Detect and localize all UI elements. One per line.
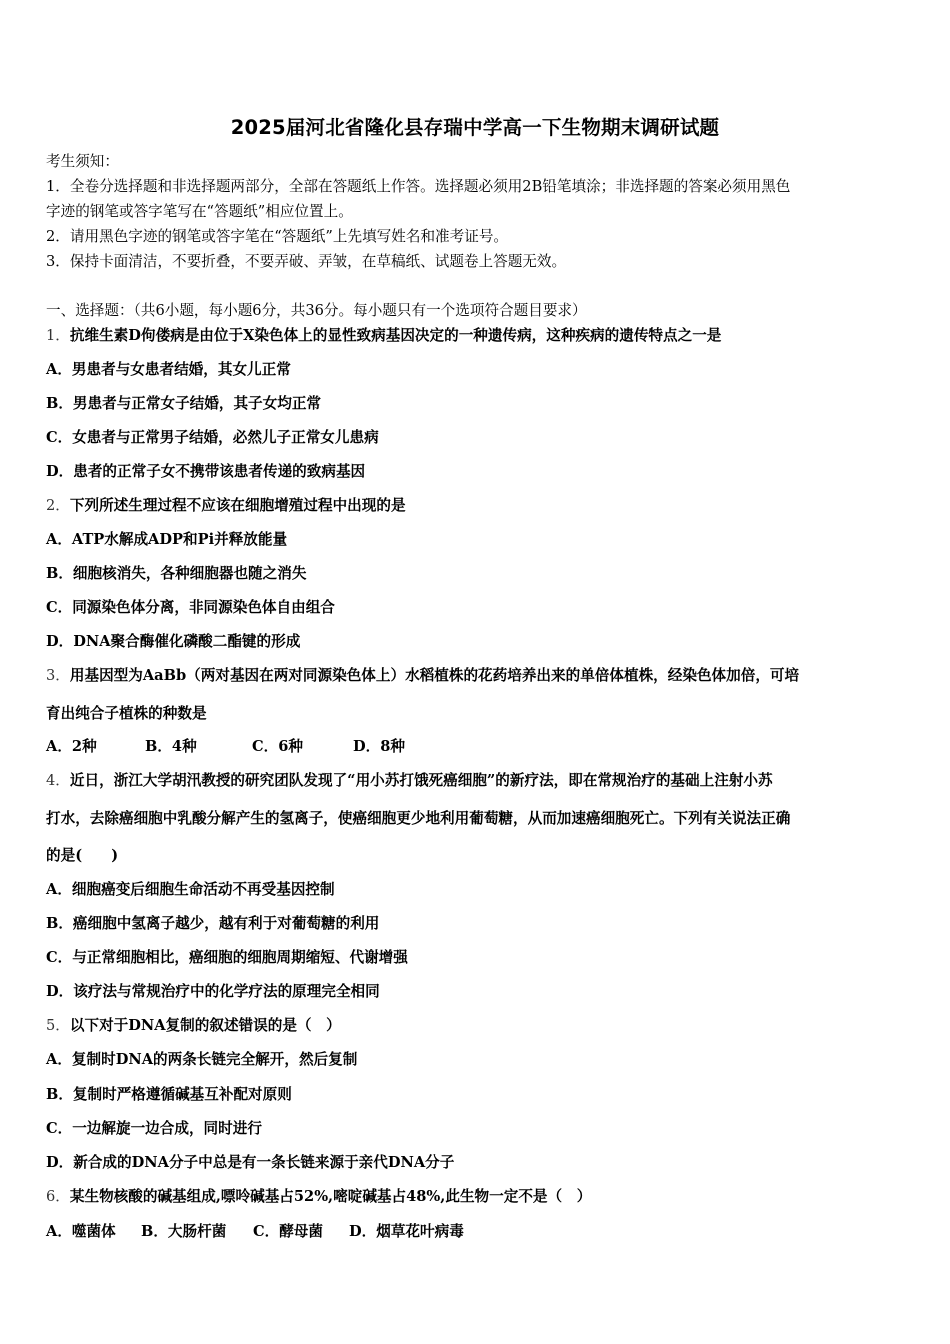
question-number: 2． xyxy=(46,497,70,514)
question-1-stem xyxy=(46,327,721,345)
q2-option-c: C．同源染色体分离，非同源染色体自由组合 xyxy=(46,599,335,616)
page-title: 2025届河北省隆化县存瑞中学高一下生物期末调研试题 xyxy=(230,116,720,139)
question-number: 3． xyxy=(46,667,70,684)
q6-option-b: B．大肠杆菌 xyxy=(141,1223,227,1240)
section-heading: 一、选择题：（共6小题，每小题6分，共36分。每小题只有一个选项符合题目要求） xyxy=(46,302,587,319)
question-text: 下列所述生理过程不应该在细胞增殖过程中出现的是 xyxy=(69,497,406,514)
notice-item-1a: 1．全卷分选择题和非选择题两部分，全部在答题纸上作答。选择题必须用2B铅笔填涂；非选择题的答案必须用黑色 xyxy=(46,178,791,195)
q1-option-a: A．男患者与女患者结婚，其女儿正常 xyxy=(46,361,291,378)
question-text: 抗维生素D佝偻病是由位于X染色体上的显性致病基因决定的一种遗传病，这种疾病的遗传特点之一是 xyxy=(69,327,722,344)
q4-option-b: B．癌细胞中氢离子越少，越有利于对葡萄糖的利用 xyxy=(46,915,380,932)
q3-option-b: B．4种 xyxy=(145,738,197,755)
q5-option-d: D．新合成的DNA分子中总是有一条长链来源于亲代DNA分子 xyxy=(46,1154,455,1171)
q1-option-c: C．女患者与正常男子结婚，必然儿子正常女儿患病 xyxy=(46,429,379,446)
question-2-stem xyxy=(46,497,406,515)
question-6-stem xyxy=(46,1188,591,1206)
question-4-stem-a xyxy=(46,772,773,790)
question-text: 以下对于DNA复制的叙述错误的是（ ） xyxy=(69,1017,341,1034)
notice-item-1b: 字迹的钢笔或答字笔写在“答题纸”相应位置上。 xyxy=(46,203,353,220)
question-number: 4． xyxy=(46,772,70,789)
q6-option-c: C．酵母菌 xyxy=(253,1223,323,1240)
q2-option-b: B．细胞核消失，各种细胞器也随之消失 xyxy=(46,565,307,582)
q4-option-a: A．细胞癌变后细胞生命活动不再受基因控制 xyxy=(46,881,335,898)
question-3-stem-b: 育出纯合子植株的种数是 xyxy=(46,705,207,722)
q2-option-a: A．ATP水解成ADP和Pi并释放能量 xyxy=(46,531,288,548)
notice-item-2: 2．请用黑色字迹的钢笔或答字笔在“答题纸”上先填写姓名和准考证号。 xyxy=(46,228,509,245)
q5-option-a: A．复制时DNA的两条长链完全解开，然后复制 xyxy=(46,1051,358,1068)
q2-option-d: D．DNA聚合酶催化磷酸二酯键的形成 xyxy=(46,633,301,650)
q4-option-c: C．与正常细胞相比，癌细胞的细胞周期缩短、代谢增强 xyxy=(46,949,408,966)
q4-option-d: D．该疗法与常规治疗中的化学疗法的原理完全相同 xyxy=(46,983,380,1000)
notice-item-3: 3．保持卡面清洁，不要折叠，不要弄破、弄皱，在草稿纸、试题卷上答题无效。 xyxy=(46,253,567,270)
question-3-stem-a xyxy=(46,667,799,685)
question-4-stem-b: 打水，去除癌细胞中乳酸分解产生的氢离子，使癌细胞更少地利用葡萄糖，从而加速癌细胞死亡。下列有关说法正确 xyxy=(46,810,791,827)
q6-options xyxy=(46,1223,464,1241)
q3-options xyxy=(46,738,405,756)
question-5-stem xyxy=(46,1017,341,1035)
question-number: 6． xyxy=(46,1188,70,1205)
q3-option-c: C．6种 xyxy=(252,738,303,755)
question-text: 近日，浙江大学胡汛教授的研究团队发现了“用小苏打饿死癌细胞”的新疗法，即在常规治疗的基础上注射小苏 xyxy=(69,772,773,789)
q5-option-c: C．一边解旋一边合成，同时进行 xyxy=(46,1120,262,1137)
q6-option-d: D．烟草花叶病毒 xyxy=(349,1223,464,1240)
question-4-stem-c: 的是( ) xyxy=(46,847,119,864)
q1-option-b: B．男患者与正常女子结婚，其子女均正常 xyxy=(46,395,322,412)
q5-option-b: B．复制时严格遵循碱基互补配对原则 xyxy=(46,1086,292,1103)
q3-option-a: A．2种 xyxy=(46,738,97,755)
q6-option-a: A．噬菌体 xyxy=(46,1223,116,1240)
notice-heading: 考生须知： xyxy=(46,153,119,170)
q3-option-d: D．8种 xyxy=(353,738,405,755)
q1-option-d: D．患者的正常子女不携带该患者传递的致病基因 xyxy=(46,463,366,480)
question-text: 用基因型为AaBb（两对基因在两对同源染色体上）水稻植株的花药培养出来的单倍体植株，经染色体加倍，可培 xyxy=(69,667,800,684)
question-text: 某生物核酸的碱基组成,嘌呤碱基占52%,嘧啶碱基占48%,此生物一定不是（ ） xyxy=(69,1188,592,1205)
question-number: 5． xyxy=(46,1017,70,1034)
question-number: 1． xyxy=(46,327,70,344)
